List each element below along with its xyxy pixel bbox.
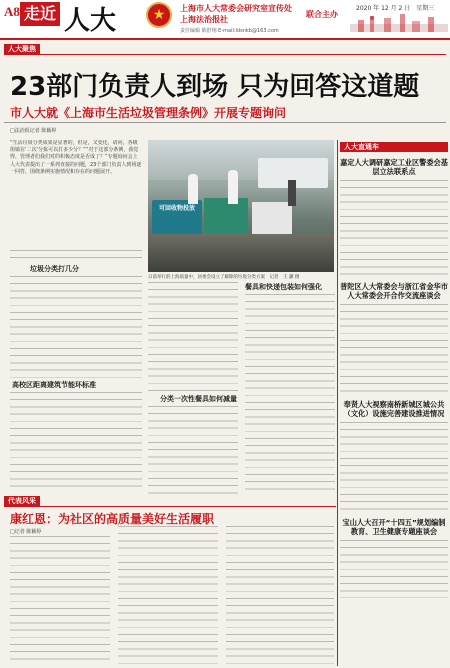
right-headline: 奉贤人大视察南桥新城区城公共（文化）设施完善建设推进情况 [343,400,445,418]
body-text-block [148,406,238,494]
right-headline: 嘉定人大调研嘉定工业区警委会基层立法联系点 [340,158,448,176]
section-divider [4,54,446,55]
photo-caption: 日前举行的上海质量中，居委会设立了解除的垃圾分类方案 记者 王 灏 摄 [148,275,300,280]
sponsor-line-2: 上海法治报社 [180,15,228,24]
body-text-block [340,180,448,278]
body-text-block [118,526,218,664]
body-text-block [10,276,142,378]
news-photo [148,140,334,272]
skyline-icon [350,12,448,32]
right-headline: 普陀区人大常委会与浙江省金华市人大常委会开合作交流座谈会 [340,282,448,300]
main-subtitle: 市人大就《上海市生活垃圾管理条例》开展专题询问 [10,106,287,120]
article2-byline: □记者 陈颖婷 [10,529,42,535]
main-headline: 23部门负责人到场 只为回答这道题 [10,72,420,102]
body-text-block [340,540,448,598]
masthead [0,0,450,40]
right-column [340,154,448,598]
subhead-tableware: 分类一次性餐具如何减量 [160,395,237,403]
issue-date: 2020 年 12 月 2 日 星期三 [356,5,435,12]
lead-paragraph: “生活垃圾分类成果是显著的，但是，又变化，请问，各级街镇在‘二次’分拣可以打多少分？”“对于这部分条例，我觉得，管理者们我们对的积极态度是否成了？”专题询问会上人大代表提出了一系列直接的问题，23个部门负责人到场逐一回答，围绕条例实施情况和存在的问题展开。 [10,140,142,175]
logo-zoujin: 走近 [20,2,60,26]
editors-line: 责任编辑 陈舒翔 E-mail:ldsnkb@163.com [180,28,279,34]
subhead-campus: 高校区距离建筑节能环标准 [12,381,96,389]
section-label-right: 人大直通车 [340,142,448,152]
section-divider [4,506,336,507]
article2-headline: 康红恩：为社区的高质量美好生活履职 [10,512,215,526]
national-emblem-icon: ★ [146,2,172,28]
body-text-block [148,282,238,392]
body-text-block [10,250,142,264]
body-text-block [10,536,110,664]
body-text-block [245,294,335,494]
right-headline: 宝山人大召开“十四五”规划编制教育、卫生健康专题座谈会 [342,518,446,536]
column-rule [337,140,338,666]
body-text-block [340,422,448,514]
page-number: A8 [4,4,20,19]
booth-sign: 可回收物投放 [158,205,195,212]
body-text-block [340,304,448,396]
subhead-garbage-score: 垃圾分类打几分 [30,265,79,273]
article-byline: □法治报记者 陈颖婷 [10,128,57,134]
subhead-packaging: 餐具和快递包装如何强化 [245,283,322,291]
headline-divider [4,122,446,123]
sponsor-line-1: 上海市人大常委会研究室宣传处 [180,4,292,13]
section-label-top: 人大聚焦 [4,44,40,54]
joint-sponsor-label: 联合主办 [306,10,338,19]
body-text-block [226,526,334,664]
body-text-block [10,392,142,492]
logo-renda: 人大 [64,6,117,36]
section-label-story: 代表风采 [4,496,40,506]
